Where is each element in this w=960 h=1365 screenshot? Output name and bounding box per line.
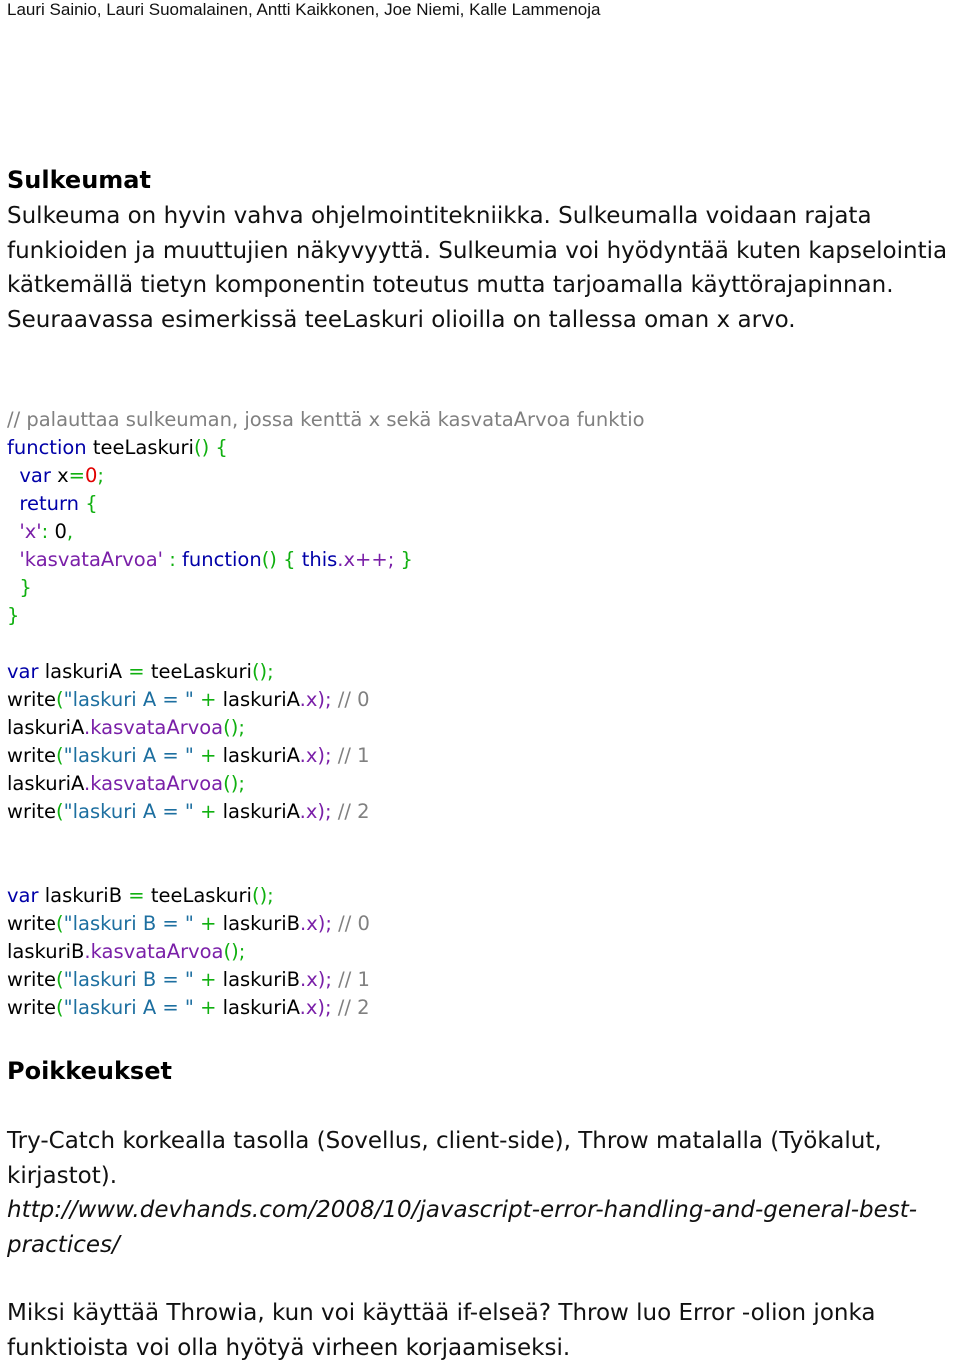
code-block-closure bbox=[7, 406, 947, 1022]
code-token: ( bbox=[56, 744, 64, 767]
code-token: + bbox=[193, 996, 217, 1019]
code-token: "laskuri B = " bbox=[63, 968, 194, 991]
code-token: () bbox=[261, 548, 277, 571]
code-line bbox=[7, 574, 947, 602]
code-token: (); bbox=[223, 716, 245, 739]
code-token: .x); bbox=[299, 688, 332, 711]
code-token: write bbox=[7, 688, 57, 711]
code-token: .x); bbox=[299, 996, 332, 1019]
code-token: teeLaskuri bbox=[144, 884, 252, 907]
code-token: : bbox=[41, 520, 49, 543]
code-token: 'x' bbox=[7, 520, 42, 543]
code-line bbox=[7, 602, 947, 630]
code-token: // 2 bbox=[331, 800, 370, 823]
code-token: .x); bbox=[299, 744, 332, 767]
throw-paragraph: Miksi käyttää Throwia, kun voi käyttää if-elseä? Throw luo Error -olion jonka funktioista voi olla hyötyä virheen korjaamiseksi. bbox=[7, 1300, 876, 1361]
code-token: { bbox=[276, 548, 296, 571]
code-token: (); bbox=[251, 884, 274, 907]
code-line bbox=[7, 742, 947, 770]
code-token: (); bbox=[223, 940, 246, 963]
code-token: 0 bbox=[48, 520, 67, 543]
code-token: (); bbox=[223, 772, 245, 795]
code-token: } bbox=[7, 604, 20, 627]
code-token: .kasvataArvoa bbox=[84, 940, 224, 963]
code-token: = bbox=[122, 660, 145, 683]
code-token: .x); bbox=[299, 800, 332, 823]
code-token: .x); bbox=[300, 968, 332, 991]
code-line bbox=[7, 658, 947, 686]
code-token: laskuriA bbox=[216, 996, 300, 1019]
code-line bbox=[7, 798, 947, 826]
code-token: ( bbox=[56, 996, 64, 1019]
code-token: var bbox=[7, 464, 51, 487]
code-line bbox=[7, 938, 947, 966]
code-token: ( bbox=[56, 800, 64, 823]
code-line bbox=[7, 490, 947, 518]
code-token: { bbox=[79, 492, 98, 515]
code-line bbox=[7, 770, 947, 798]
code-token: laskuriA bbox=[216, 688, 300, 711]
code-token: // 1 bbox=[331, 968, 370, 991]
code-token: laskuriA bbox=[216, 744, 300, 767]
code-token: // 2 bbox=[331, 996, 370, 1019]
code-token: laskuriA bbox=[216, 800, 300, 823]
code-token: + bbox=[193, 800, 217, 823]
code-token: // 0 bbox=[331, 688, 370, 711]
code-line bbox=[7, 434, 947, 462]
code-token: 'kasvataArvoa' bbox=[7, 548, 164, 571]
code-token: } bbox=[7, 576, 32, 599]
code-token: + bbox=[193, 744, 217, 767]
code-token: write bbox=[7, 996, 57, 1019]
code-blank-line bbox=[7, 854, 947, 882]
code-line bbox=[7, 546, 947, 574]
code-token: .kasvataArvoa bbox=[84, 716, 224, 739]
page-header-authors: Lauri Sainio, Lauri Suomalainen, Antti Kaikkonen, Joe Niemi, Kalle Lammenoja bbox=[7, 0, 601, 19]
code-token: laskuriA bbox=[38, 660, 123, 683]
code-comment: // palauttaa sulkeuman, jossa kenttä x sekä kasvataArvoa funktio bbox=[7, 408, 645, 431]
code-token: + bbox=[193, 688, 217, 711]
section-title-sulkeumat: Sulkeumat bbox=[7, 166, 151, 194]
code-token: return bbox=[7, 492, 80, 515]
code-token: write bbox=[7, 744, 57, 767]
code-line bbox=[7, 462, 947, 490]
code-token: // 1 bbox=[331, 744, 370, 767]
code-line bbox=[7, 966, 947, 994]
code-token: x bbox=[50, 464, 69, 487]
code-line bbox=[7, 994, 947, 1022]
code-token: ( bbox=[56, 688, 64, 711]
code-token: "laskuri A = " bbox=[63, 996, 194, 1019]
code-line bbox=[7, 882, 947, 910]
code-token: laskuriA bbox=[7, 772, 85, 795]
code-token: .x); bbox=[300, 912, 332, 935]
code-token: ( bbox=[56, 968, 64, 991]
code-token: .kasvataArvoa bbox=[84, 772, 224, 795]
code-token: ; bbox=[97, 464, 104, 487]
code-token: laskuriB bbox=[216, 912, 301, 935]
code-token: } bbox=[394, 548, 413, 571]
code-token: "laskuri A = " bbox=[63, 688, 194, 711]
code-token: // 0 bbox=[331, 912, 370, 935]
code-token: teeLaskuri bbox=[86, 436, 194, 459]
code-line bbox=[7, 910, 947, 938]
code-token: 0 bbox=[85, 464, 98, 487]
code-token: { bbox=[209, 436, 228, 459]
code-token: "laskuri A = " bbox=[63, 800, 194, 823]
code-token: .x++; bbox=[337, 548, 395, 571]
devhands-link[interactable]: http://www.devhands.com/2008/10/javascript-error-handling-and-general-best-practices/ bbox=[7, 1197, 918, 1258]
code-token: ( bbox=[56, 912, 64, 935]
poikkeukset-paragraph: Try-Catch korkealla tasolla (Sovellus, client-side), Throw matalalla (Työkalut, kirjastot). bbox=[7, 1128, 882, 1189]
code-line bbox=[7, 406, 947, 434]
section-title-poikkeukset: Poikkeukset bbox=[7, 1057, 172, 1085]
code-token: write bbox=[7, 968, 57, 991]
code-token: + bbox=[193, 912, 217, 935]
code-token: laskuriB bbox=[216, 968, 301, 991]
code-token: function bbox=[7, 436, 87, 459]
code-blank-line bbox=[7, 826, 947, 854]
code-token: laskuriA bbox=[7, 716, 85, 739]
code-token: = bbox=[68, 464, 85, 487]
sulkeumat-paragraph: Sulkeuma on hyvin vahva ohjelmointitekniikka. Sulkeumalla voidaan rajata funkioiden ja muuttujien näkyvyyttä. Sulkeumia voi hyödyntää kuten kapselointia kätkemällä tietyn komponentin toteutus mutta tarjoamalla käyttörajapinnan. Seuraavassa esimerkissä teeLaskuri olioilla on tallessa oman x arvo. bbox=[7, 203, 948, 333]
code-token: : bbox=[163, 548, 176, 571]
code-token: , bbox=[66, 520, 74, 543]
code-token: () bbox=[193, 436, 210, 459]
code-token: var bbox=[7, 884, 39, 907]
code-token: "laskuri B = " bbox=[63, 912, 194, 935]
code-line bbox=[7, 686, 947, 714]
code-token: this bbox=[295, 548, 338, 571]
code-line bbox=[7, 518, 947, 546]
code-token: laskuriB bbox=[7, 940, 85, 963]
code-token: teeLaskuri bbox=[144, 660, 252, 683]
code-token: (); bbox=[251, 660, 274, 683]
code-token: laskuriB bbox=[38, 884, 123, 907]
code-blank-line bbox=[7, 630, 947, 658]
code-token: function bbox=[175, 548, 262, 571]
code-line bbox=[7, 714, 947, 742]
code-token: var bbox=[7, 660, 39, 683]
code-token: + bbox=[193, 968, 217, 991]
code-token: write bbox=[7, 800, 57, 823]
code-token: = bbox=[122, 884, 145, 907]
code-token: "laskuri A = " bbox=[63, 744, 194, 767]
code-token: write bbox=[7, 912, 57, 935]
